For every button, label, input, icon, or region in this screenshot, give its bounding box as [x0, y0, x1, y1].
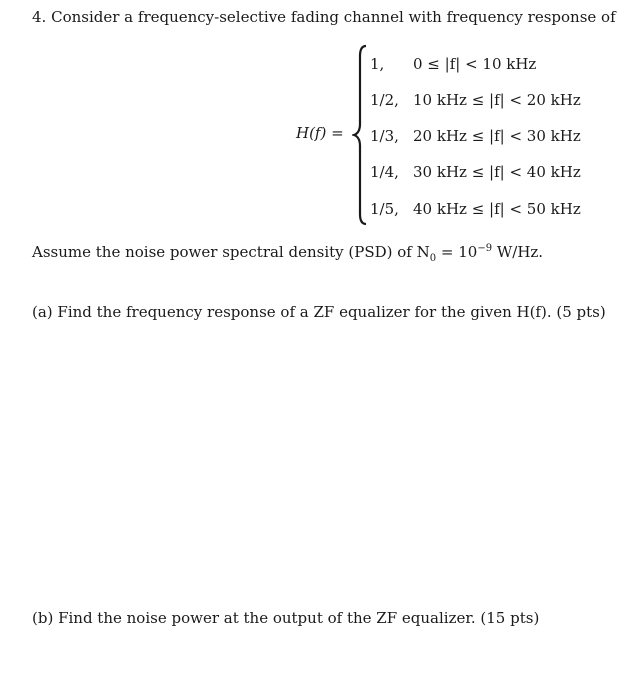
case-value: 1/2, — [370, 91, 399, 109]
assumption-suffix: W/Hz. — [492, 243, 544, 261]
case-value: 1/3, — [370, 127, 399, 145]
case-value: 1/4, — [370, 163, 399, 181]
problem-intro-line — [32, 8, 616, 26]
case-condition: 0 ≤ |f| < 10 kHz — [413, 55, 537, 73]
assumption-prefix: Assume the noise power spectral density (PSD) of N — [32, 243, 430, 261]
noise-psd-assumption — [32, 243, 543, 264]
case-condition: 10 kHz ≤ |f| < 20 kHz — [413, 91, 581, 109]
problem-intro: Consider a frequency-selective fading channel with frequency response of — [51, 8, 616, 26]
equation-lhs: H(f) = — [296, 124, 344, 142]
case-condition: 30 kHz ≤ |f| < 40 kHz — [413, 163, 581, 181]
part-b-question: (b) Find the noise power at the output of the ZF equalizer. (15 pts) — [32, 609, 540, 627]
case-condition: 20 kHz ≤ |f| < 30 kHz — [413, 127, 581, 145]
left-brace — [352, 44, 368, 226]
assumption-middle: = 10 — [436, 243, 478, 261]
case-value: 1/5, — [370, 200, 399, 218]
case-condition: 40 kHz ≤ |f| < 50 kHz — [413, 200, 581, 218]
assumption-exponent: −9 — [477, 243, 493, 254]
part-a-question: (a) Find the frequency response of a ZF equalizer for the given H(f). (5 pts) — [32, 303, 606, 321]
assumption-subscript: 0 — [429, 253, 437, 264]
case-value: 1, — [370, 55, 385, 73]
problem-number: 4. — [32, 8, 47, 26]
